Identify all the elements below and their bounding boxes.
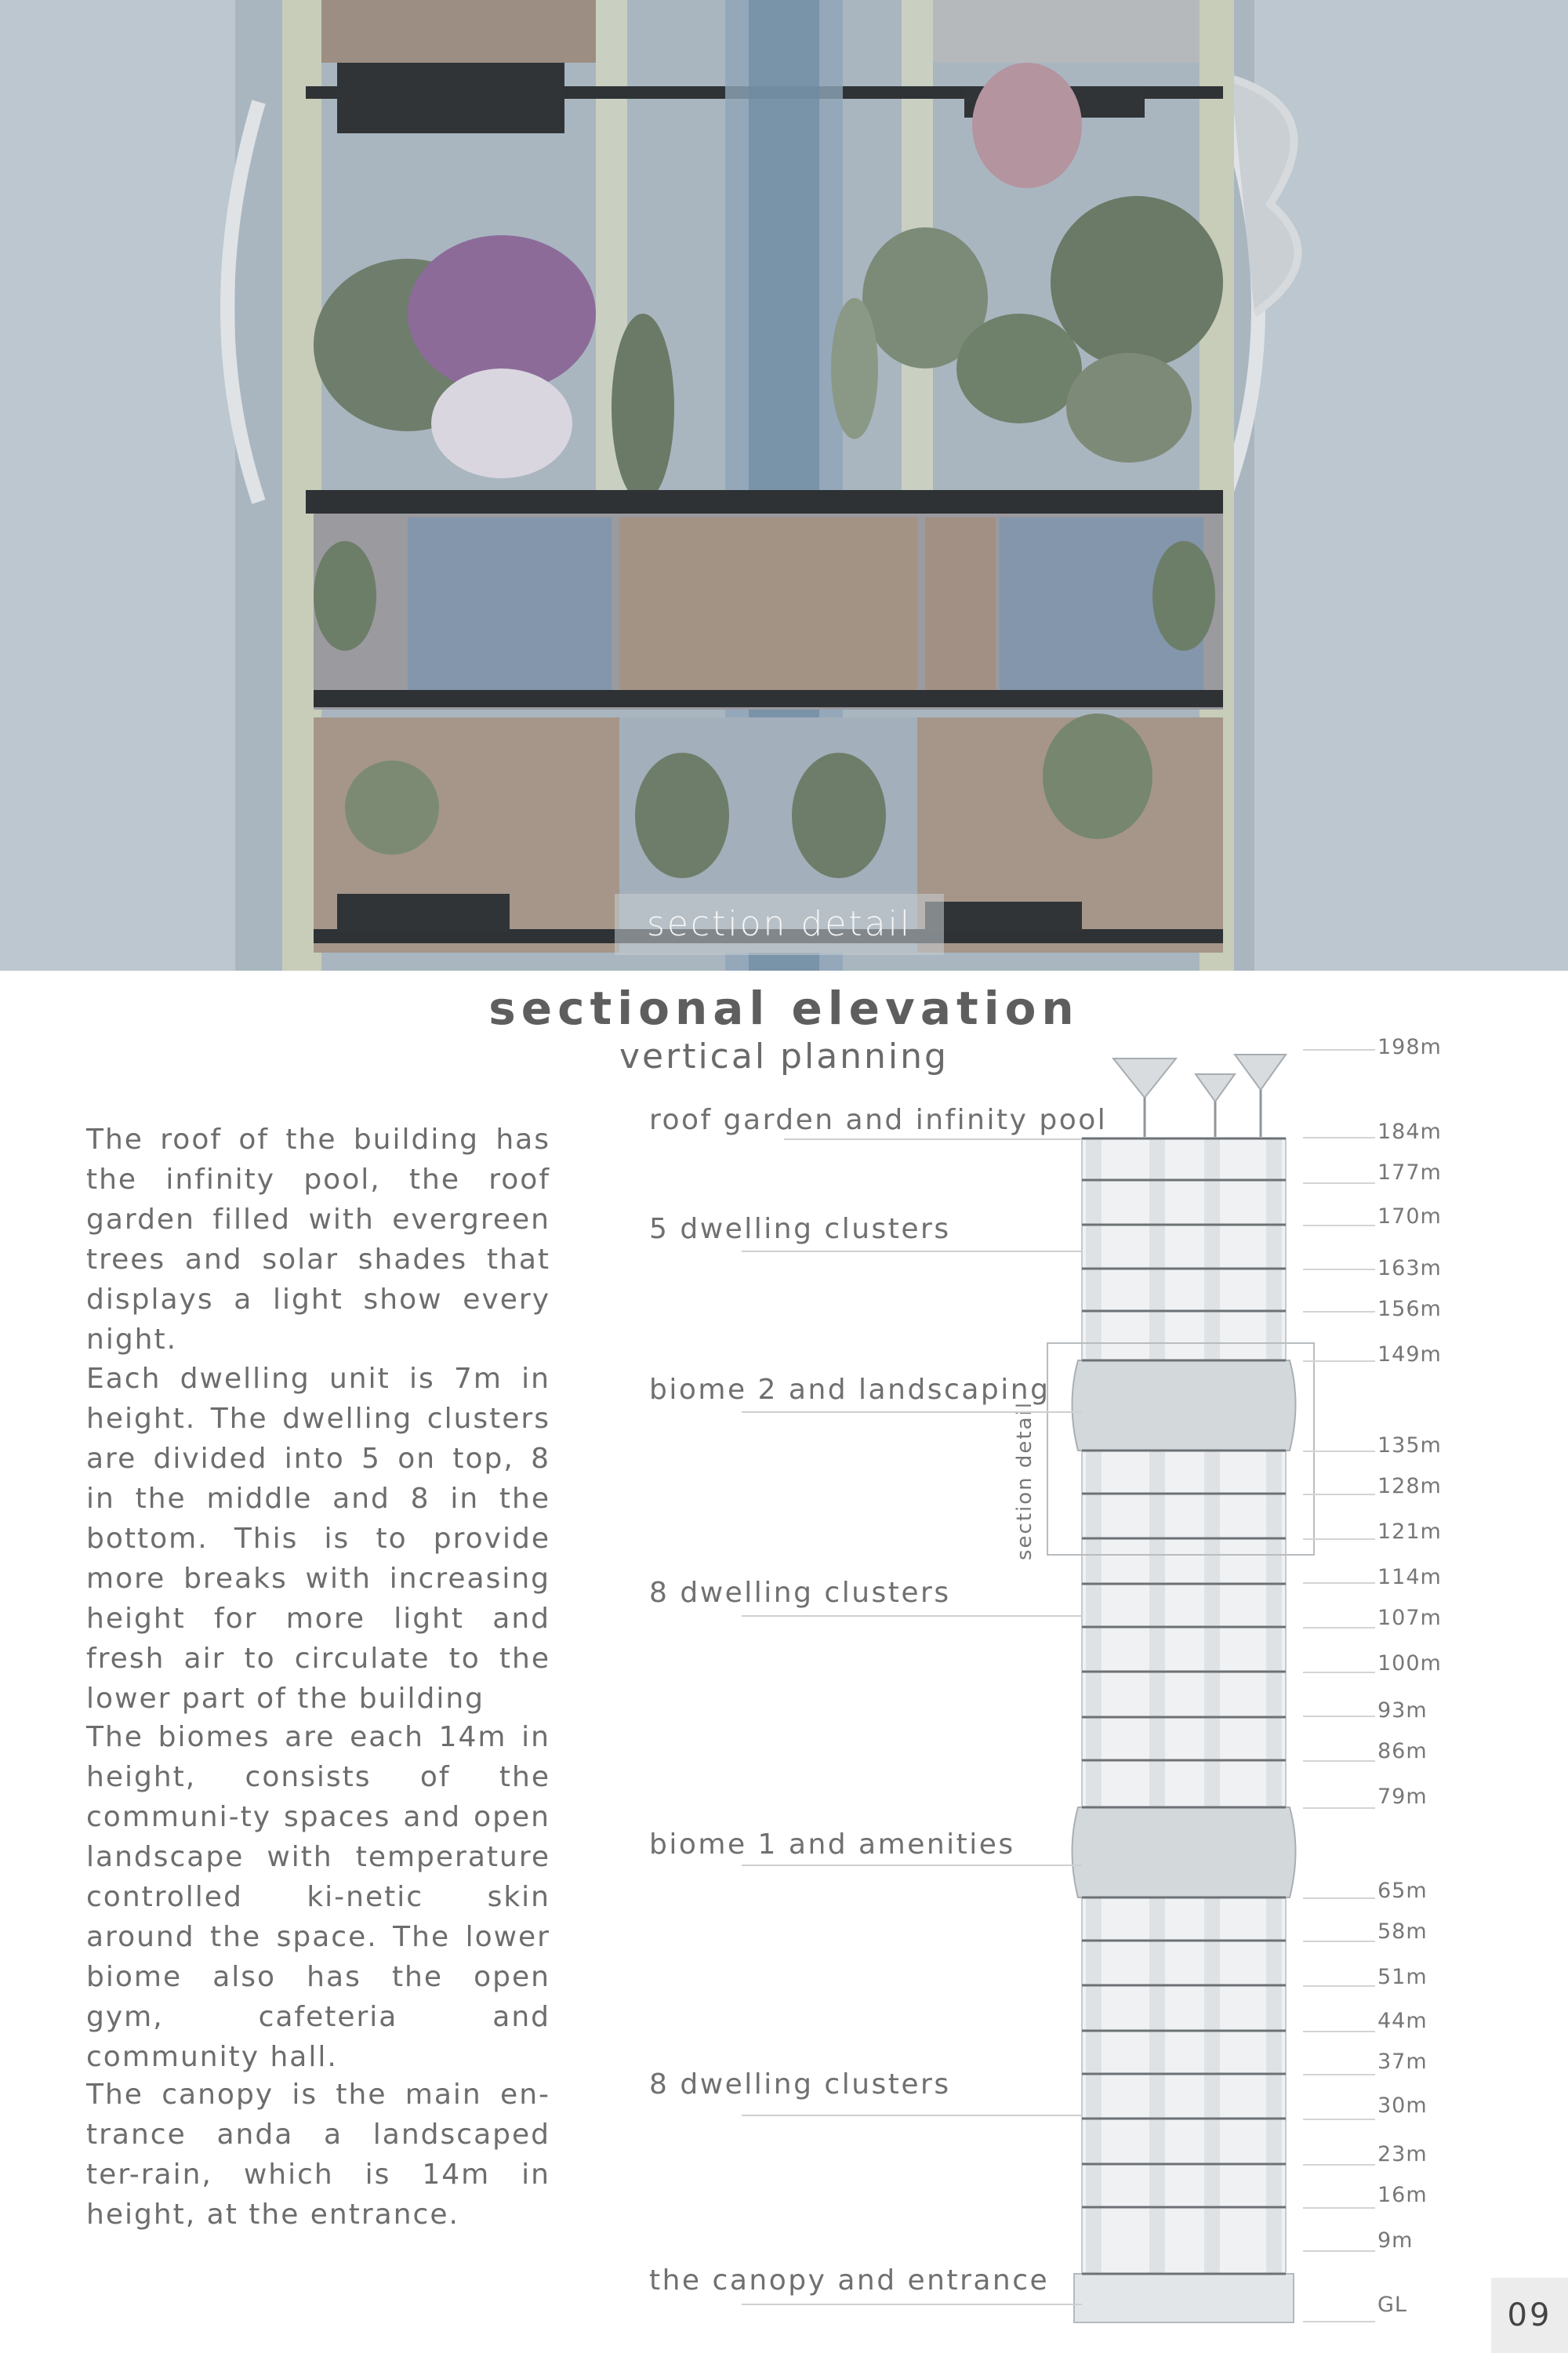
section-detail-frame	[1047, 1342, 1315, 1556]
elevation-170m: 170m	[1377, 1204, 1442, 1229]
elevation-121m: 121m	[1377, 1520, 1442, 1544]
elevation-tick	[1303, 1269, 1375, 1270]
leader-line	[742, 1251, 1082, 1252]
elevation-198m: 198m	[1377, 1035, 1442, 1059]
elevation-tick	[1303, 1807, 1375, 1809]
elevation-tick	[1303, 1672, 1375, 1673]
leader-line	[742, 2115, 1082, 2116]
elevation-86m: 86m	[1377, 1739, 1428, 1763]
elevation-tick	[1303, 1985, 1375, 1987]
leader-line	[784, 1138, 1082, 1140]
elevation-93m: 93m	[1377, 1698, 1428, 1723]
building-section-illustration	[0, 0, 1568, 971]
label-5-dwelling-clusters: 5 dwelling clusters	[649, 1213, 951, 1245]
elevation-tick	[1303, 1182, 1375, 1184]
elevation-9m: 9m	[1377, 2228, 1414, 2253]
elevation-184m: 184m	[1377, 1120, 1442, 1144]
elevation-107m: 107m	[1377, 1606, 1442, 1630]
elevation-65m: 65m	[1377, 1879, 1428, 1903]
elevation-tick	[1303, 1360, 1375, 1362]
paragraph-dwelling: Each dwelling unit is 7m in height. The dwelling clusters are divided into 5 on top, 8 in the middle and 8 in the bottom. This is to provide more breaks with increasing height for more light and fresh air to circulate to the lower part of the building	[86, 1363, 550, 1715]
elevation-163m: 163m	[1377, 1256, 1442, 1280]
elevation-58m: 58m	[1377, 1919, 1428, 1944]
elevation-177m: 177m	[1377, 1160, 1442, 1185]
elevation-tick	[1303, 2321, 1375, 2322]
elevation-149m: 149m	[1377, 1342, 1442, 1367]
paragraph-biomes: The biomes are each 14m in height, consists of the communi-ty spaces and open landscape with temperature controlled ki-netic skin around the space. The lower biome also has the open gym, cafeteria and community hall.	[86, 1721, 550, 2073]
page-subtitle: vertical planning	[619, 1037, 949, 1077]
elevation-tick	[1303, 1049, 1375, 1051]
sectional-elevation-drawing	[1066, 1051, 1317, 2329]
elevation-30m: 30m	[1377, 2093, 1428, 2118]
elevation-100m: 100m	[1377, 1651, 1442, 1676]
elevation-tick	[1303, 1538, 1375, 1540]
elevation-ground-level: GL	[1377, 2293, 1407, 2317]
elevation-156m: 156m	[1377, 1297, 1442, 1321]
paragraph-roof: The roof of the building has the infinity pool, the roof garden filled with evergreen trees and solar shades that displays a light show every night.	[86, 1124, 550, 1356]
elevation-tick	[1303, 1311, 1375, 1313]
section-detail-caption: section detail	[615, 894, 944, 955]
elevation-tick	[1303, 2031, 1375, 2032]
elevation-tick	[1303, 1941, 1375, 1942]
elevation-tick	[1303, 1760, 1375, 1762]
paragraph-canopy: The canopy is the main en-trance anda a landscaped ter-rain, which is 14m in height, at the entrance.	[86, 2079, 550, 2231]
label-roof-garden: roof garden and infinity pool	[649, 1104, 1108, 1136]
page-title: sectional elevation	[488, 982, 1080, 1035]
leader-line	[742, 1865, 1082, 1866]
elevation-16m: 16m	[1377, 2183, 1428, 2207]
elevation-37m: 37m	[1377, 2050, 1428, 2074]
elevation-44m: 44m	[1377, 2009, 1428, 2033]
label-canopy-entrance: the canopy and entrance	[649, 2264, 1050, 2297]
label-biome-1: biome 1 and amenities	[649, 1828, 1015, 1861]
elevation-135m: 135m	[1377, 1433, 1442, 1458]
elevation-tick	[1303, 1582, 1375, 1584]
elevation-tick	[1303, 1627, 1375, 1629]
elevation-tick	[1303, 1897, 1375, 1899]
elevation-tick	[1303, 1494, 1375, 1495]
elevation-tick	[1303, 1225, 1375, 1226]
label-8-dwelling-clusters-bottom: 8 dwelling clusters	[649, 2068, 951, 2101]
elevation-tick	[1303, 2164, 1375, 2166]
page-number: 09	[1491, 2278, 1568, 2353]
elevation-tick	[1303, 2119, 1375, 2120]
elevation-tick	[1303, 2207, 1375, 2209]
label-biome-2: biome 2 and landscaping	[649, 1374, 1051, 1406]
elevation-114m: 114m	[1377, 1565, 1442, 1589]
section-detail-vertical-label: section detail	[1013, 1401, 1036, 1560]
elevation-tick	[1303, 2250, 1375, 2252]
elevation-tick	[1303, 2074, 1375, 2075]
elevation-51m: 51m	[1377, 1965, 1428, 1989]
leader-line	[742, 1615, 1082, 1617]
label-8-dwelling-clusters-middle: 8 dwelling clusters	[649, 1577, 951, 1609]
elevation-79m: 79m	[1377, 1785, 1428, 1809]
leader-line	[742, 2304, 1082, 2305]
elevation-128m: 128m	[1377, 1474, 1442, 1498]
section-detail-rendering	[0, 0, 1568, 971]
elevation-23m: 23m	[1377, 2142, 1428, 2166]
leader-line	[742, 1411, 1082, 1413]
elevation-tick	[1303, 1451, 1375, 1452]
elevation-tick	[1303, 1716, 1375, 1717]
elevation-tick	[1303, 1137, 1375, 1138]
